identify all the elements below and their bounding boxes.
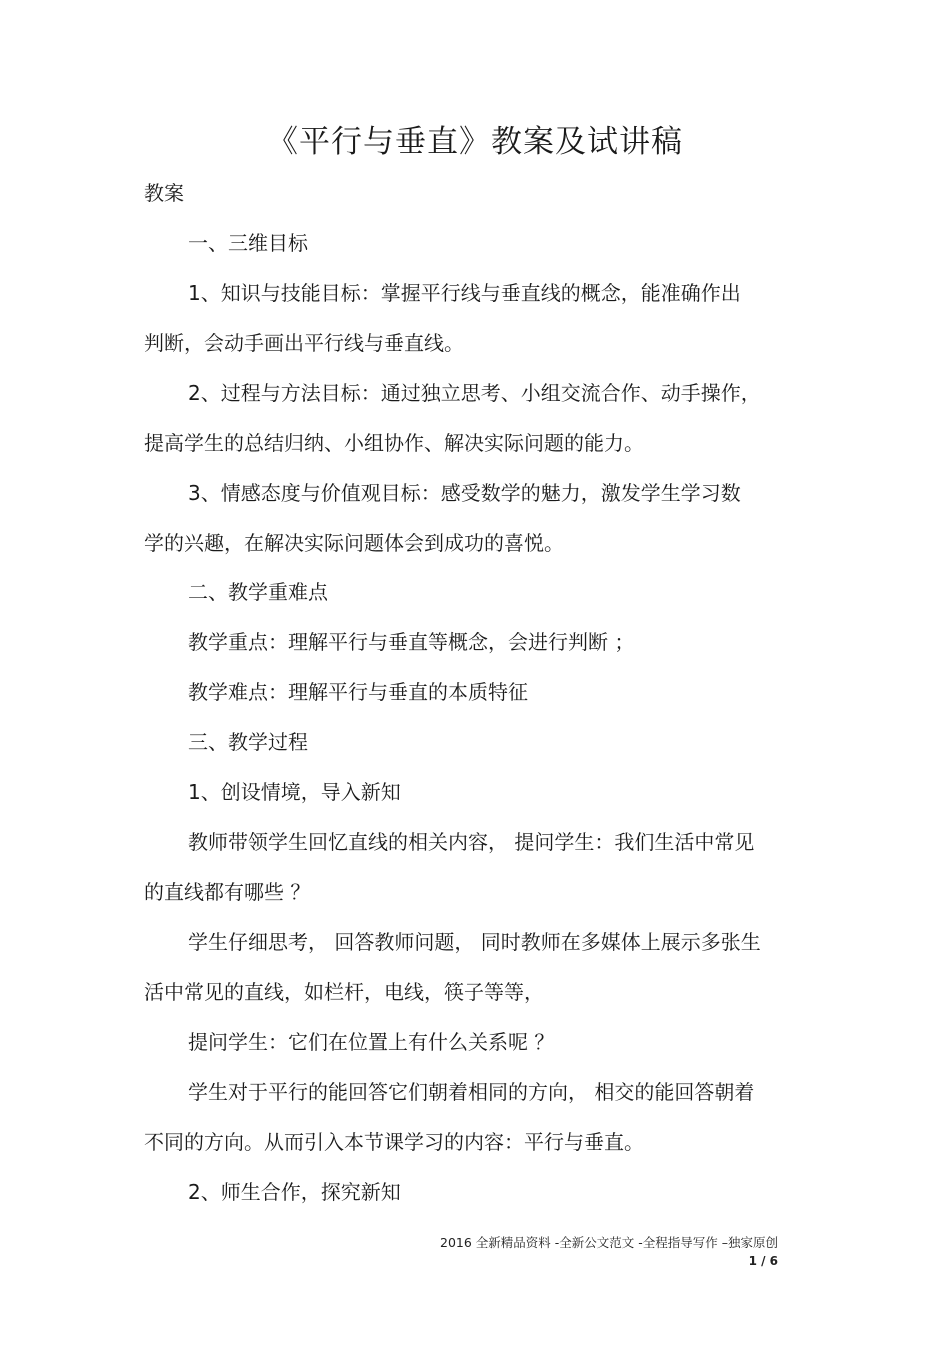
subheading-cooperation: 2、师生合作，探究新知 [188,1180,401,1204]
document-title: 《平行与垂直》教案及试讲稿 [267,124,683,160]
page-number: 1 / 6 [748,1254,778,1268]
paragraph-line: 活中常见的直线，如栏杆，电线，筷子等等， [144,980,544,1004]
subheading-introduction: 1、创设情境，导入新知 [188,780,401,804]
section-label-lesson-plan: 教案 [144,181,184,205]
heading-key-points: 二、教学重难点 [188,580,328,604]
paragraph-line: 1、知识与技能目标：掌握平行线与垂直线的概念，能准确作出 [188,281,741,305]
paragraph-line: 学生仔细思考， 回答教师问题， 同时教师在多媒体上展示多张生 [188,930,761,954]
paragraph-line: 学的兴趣，在解决实际问题体会到成功的喜悦。 [144,531,564,555]
paragraph-line: 3、情感态度与价值观目标：感受数学的魅力，激发学生学习数 [188,481,741,505]
paragraph-line: 提问学生：它们在位置上有什么关系呢 ？ [188,1030,555,1054]
paragraph-line: 教师带领学生回忆直线的相关内容， 提问学生：我们生活中常见 [188,830,755,854]
paragraph-line: 提高学生的总结归纳、小组协作、解决实际问题的能力。 [144,431,644,455]
heading-teaching-process: 三、教学过程 [188,730,308,754]
paragraph-line: 教学重点：理解平行与垂直等概念，会进行判断 ； [188,630,635,654]
paragraph-line: 学生对于平行的能回答它们朝着相同的方向， 相交的能回答朝着 [188,1080,755,1104]
paragraph-line: 2、过程与方法目标：通过独立思考、小组交流合作、动手操作， [188,381,761,405]
paragraph-line: 判断，会动手画出平行线与垂直线。 [144,331,464,355]
paragraph-line: 的直线都有哪些 ？ [144,880,311,904]
heading-objectives: 一、三维目标 [188,231,308,255]
page-footer-text: 2016 全新精品资料 -全新公文范文 -全程指导写作 –独家原创 [440,1235,778,1250]
paragraph-line: 教学难点：理解平行与垂直的本质特征 [188,680,528,704]
paragraph-line: 不同的方向。从而引入本节课学习的内容：平行与垂直。 [144,1130,644,1154]
